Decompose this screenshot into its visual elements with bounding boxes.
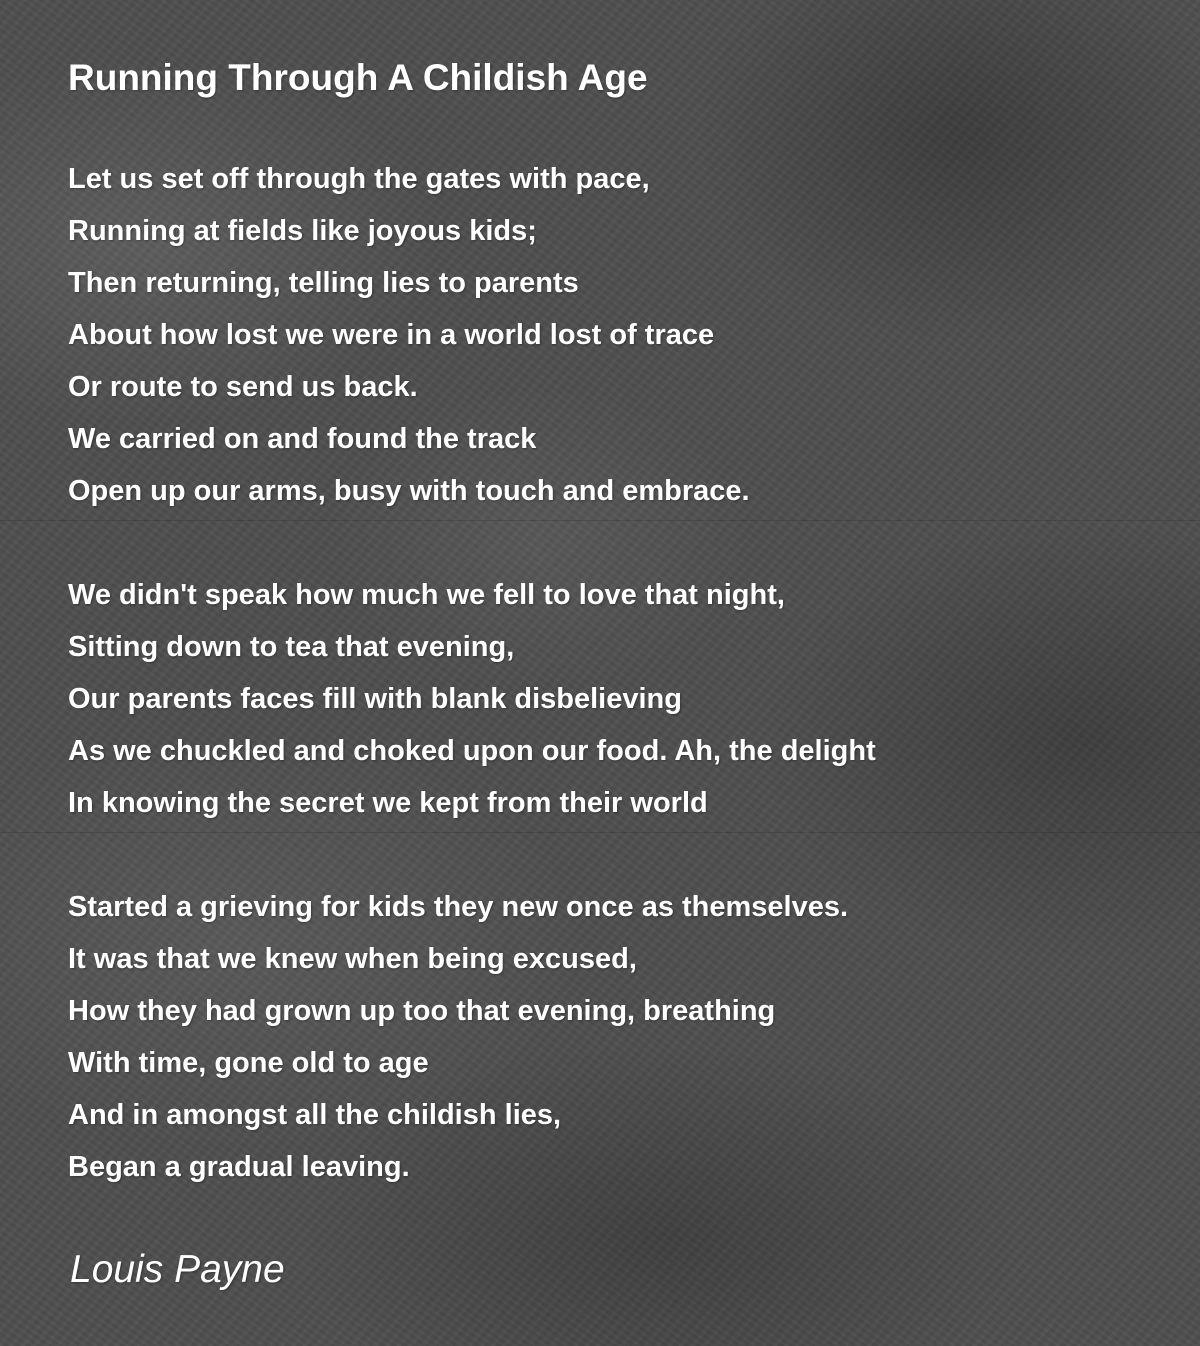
poem-line: Sitting down to tea that evening,: [68, 631, 515, 663]
stanza-1: [68, 153, 750, 517]
background-seam: [0, 520, 1200, 521]
poem-line: How they had grown up too that evening, breathing: [68, 995, 776, 1027]
poem-line: Began a gradual leaving.: [68, 1151, 410, 1183]
poem-line: As we chuckled and choked upon our food. Ah, the delight: [68, 735, 876, 767]
poem-title: Running Through A Childish Age: [68, 57, 648, 98]
stanza-2: [68, 569, 876, 829]
poem-line: And in amongst all the childish lies,: [68, 1099, 562, 1131]
poem-line: In knowing the secret we kept from their world: [68, 787, 708, 819]
stanza-3: [68, 881, 848, 1193]
poem-line: Open up our arms, busy with touch and embrace.: [68, 475, 750, 507]
poem-line: Then returning, telling lies to parents: [68, 267, 579, 299]
poem-line: Let us set off through the gates with pace,: [68, 163, 650, 195]
poem-author: Louis Payne: [70, 1248, 285, 1291]
poem-line: Our parents faces fill with blank disbelieving: [68, 683, 682, 715]
poem-line: We carried on and found the track: [68, 423, 537, 455]
poem-line: It was that we knew when being excused,: [68, 943, 637, 975]
poem-line: With time, gone old to age: [68, 1047, 429, 1079]
poem-line: Running at fields like joyous kids;: [68, 215, 537, 247]
poem-line: Started a grieving for kids they new once as themselves.: [68, 891, 849, 923]
poem-line: We didn't speak how much we fell to love that night,: [68, 579, 785, 611]
poem-line: Or route to send us back.: [68, 371, 418, 403]
background-seam: [0, 832, 1200, 833]
poem-line: About how lost we were in a world lost of trace: [68, 319, 715, 351]
